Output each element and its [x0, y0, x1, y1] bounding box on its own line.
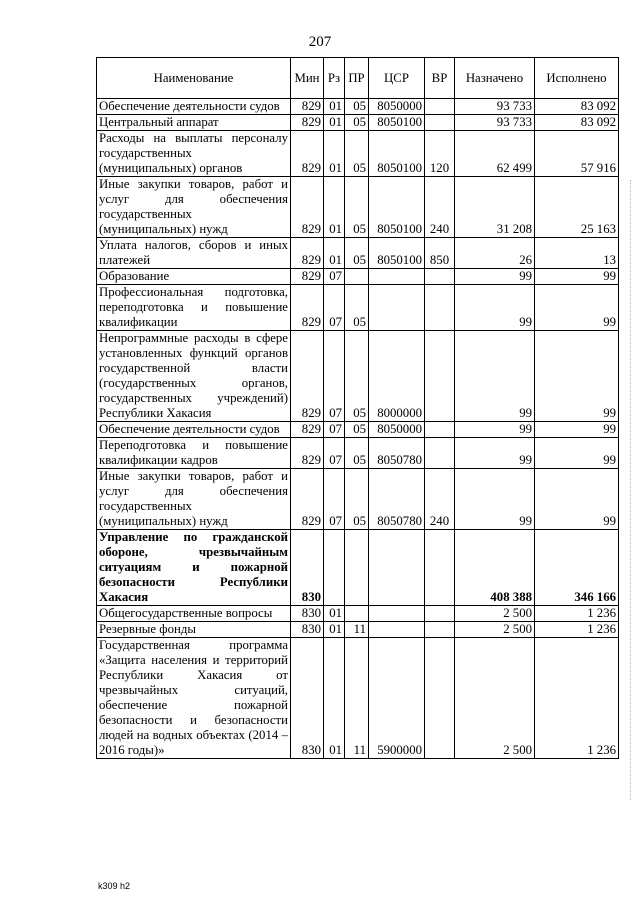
header-pr: ПР [345, 58, 369, 99]
cell-vr: 850 [425, 238, 455, 269]
cell-pr: 05 [345, 99, 369, 115]
cell-rz: 07 [324, 269, 345, 285]
cell-pr [345, 269, 369, 285]
cell-vr [425, 115, 455, 131]
cell-rz: 01 [324, 177, 345, 238]
table-row [97, 638, 619, 759]
cell-pr: 05 [345, 177, 369, 238]
cell-pr [345, 606, 369, 622]
cell-assigned: 2 500 [455, 606, 535, 622]
cell-rz: 07 [324, 469, 345, 530]
cell-pr: 05 [345, 422, 369, 438]
cell-assigned: 99 [455, 269, 535, 285]
cell-pr [345, 530, 369, 606]
cell-name: Государственная программа «Защита населения и территорий Республики Хакасия от чрезвычайных ситуаций, обеспечение пожарной безопасности и безопасности людей на водных объектах (2014 – 2016 годы)» [97, 638, 291, 759]
cell-name: Обеспечение деятельности судов [97, 99, 291, 115]
cell-executed: 99 [535, 438, 619, 469]
cell-executed: 99 [535, 285, 619, 331]
cell-name: Переподготовка и повышение квалификации кадров [97, 438, 291, 469]
cell-assigned: 93 733 [455, 115, 535, 131]
cell-min: 829 [291, 131, 324, 177]
cell-pr: 05 [345, 115, 369, 131]
cell-name: Общегосударственные вопросы [97, 606, 291, 622]
cell-vr [425, 438, 455, 469]
cell-name: Иные закупки товаров, работ и услуг для обеспечения государственных (муниципальных) нужд [97, 177, 291, 238]
cell-name: Образование [97, 269, 291, 285]
cell-min: 830 [291, 606, 324, 622]
cell-min: 830 [291, 530, 324, 606]
cell-executed: 99 [535, 269, 619, 285]
cell-min: 829 [291, 177, 324, 238]
table-row [97, 438, 619, 469]
table-row [97, 622, 619, 638]
cell-rz: 01 [324, 622, 345, 638]
table-row [97, 269, 619, 285]
cell-vr: 240 [425, 469, 455, 530]
cell-min: 829 [291, 331, 324, 422]
cell-pr: 05 [345, 285, 369, 331]
cell-assigned: 2 500 [455, 638, 535, 759]
budget-table [96, 57, 619, 759]
cell-assigned: 26 [455, 238, 535, 269]
cell-name: Резервные фонды [97, 622, 291, 638]
table-row [97, 177, 619, 238]
cell-csr: 5900000 [369, 638, 425, 759]
cell-pr: 05 [345, 438, 369, 469]
cell-assigned: 408 388 [455, 530, 535, 606]
cell-min: 829 [291, 469, 324, 530]
cell-rz: 01 [324, 99, 345, 115]
table-row [97, 331, 619, 422]
header-assigned: Назначено [455, 58, 535, 99]
cell-vr [425, 331, 455, 422]
cell-min: 829 [291, 422, 324, 438]
cell-name: Иные закупки товаров, работ и услуг для обеспечения государственных (муниципальных) нужд [97, 469, 291, 530]
table-row [97, 115, 619, 131]
table-row [97, 469, 619, 530]
cell-csr: 8050100 [369, 131, 425, 177]
cell-assigned: 62 499 [455, 131, 535, 177]
cell-rz [324, 530, 345, 606]
cell-executed: 1 236 [535, 606, 619, 622]
cell-csr: 8050100 [369, 177, 425, 238]
cell-executed: 57 916 [535, 131, 619, 177]
table-row [97, 285, 619, 331]
cell-name: Обеспечение деятельности судов [97, 422, 291, 438]
header-vr: ВР [425, 58, 455, 99]
page-number: 207 [308, 34, 332, 50]
cell-executed: 83 092 [535, 115, 619, 131]
cell-executed: 83 092 [535, 99, 619, 115]
cell-min: 829 [291, 238, 324, 269]
cell-csr: 8050100 [369, 238, 425, 269]
cell-csr [369, 622, 425, 638]
cell-vr [425, 99, 455, 115]
cell-assigned: 93 733 [455, 99, 535, 115]
cell-assigned: 2 500 [455, 622, 535, 638]
cell-assigned: 99 [455, 422, 535, 438]
cell-executed: 1 236 [535, 622, 619, 638]
cell-csr: 8050100 [369, 115, 425, 131]
cell-assigned: 31 208 [455, 177, 535, 238]
cell-name: Непрограммные расходы в сфере установленных функций органов государственной власти (государственных органов, государственных учреждений) Республики Хакасия [97, 331, 291, 422]
cell-name: Управление по гражданской обороне, чрезвычайным ситуациям и пожарной безопасности Республики Хакасия [97, 530, 291, 606]
cell-executed: 1 236 [535, 638, 619, 759]
cell-pr: 05 [345, 331, 369, 422]
cell-vr [425, 285, 455, 331]
scan-margin-marks [630, 180, 635, 800]
cell-vr [425, 606, 455, 622]
table-header-row [97, 58, 619, 99]
cell-csr: 8050000 [369, 422, 425, 438]
cell-pr: 11 [345, 622, 369, 638]
footer-code: k309 h2 [98, 881, 131, 891]
cell-executed: 13 [535, 238, 619, 269]
table-row [97, 422, 619, 438]
cell-min: 829 [291, 285, 324, 331]
table-row [97, 530, 619, 606]
cell-executed: 99 [535, 469, 619, 530]
cell-vr [425, 638, 455, 759]
cell-csr: 8050780 [369, 469, 425, 530]
table-row [97, 99, 619, 115]
cell-name: Центральный аппарат [97, 115, 291, 131]
cell-rz: 01 [324, 638, 345, 759]
cell-rz: 01 [324, 238, 345, 269]
cell-pr: 05 [345, 469, 369, 530]
table-row [97, 606, 619, 622]
cell-csr [369, 530, 425, 606]
header-csr: ЦСР [369, 58, 425, 99]
cell-executed: 25 163 [535, 177, 619, 238]
cell-pr: 11 [345, 638, 369, 759]
cell-assigned: 99 [455, 331, 535, 422]
cell-pr: 05 [345, 238, 369, 269]
cell-min: 830 [291, 622, 324, 638]
cell-vr [425, 530, 455, 606]
cell-vr [425, 269, 455, 285]
cell-vr: 120 [425, 131, 455, 177]
cell-rz: 01 [324, 131, 345, 177]
cell-csr: 8000000 [369, 331, 425, 422]
cell-vr [425, 422, 455, 438]
cell-name: Профессиональная подготовка, переподготовка и повышение квалификации [97, 285, 291, 331]
cell-vr [425, 622, 455, 638]
cell-csr: 8050000 [369, 99, 425, 115]
cell-rz: 07 [324, 331, 345, 422]
cell-min: 829 [291, 269, 324, 285]
cell-csr: 8050780 [369, 438, 425, 469]
table-row [97, 238, 619, 269]
cell-csr [369, 606, 425, 622]
cell-executed: 346 166 [535, 530, 619, 606]
cell-name: Расходы на выплаты персоналу государственных (муниципальных) органов [97, 131, 291, 177]
cell-csr [369, 285, 425, 331]
cell-min: 830 [291, 638, 324, 759]
cell-assigned: 99 [455, 285, 535, 331]
cell-vr: 240 [425, 177, 455, 238]
header-executed: Исполнено [535, 58, 619, 99]
cell-rz: 07 [324, 285, 345, 331]
cell-pr: 05 [345, 131, 369, 177]
table-row [97, 131, 619, 177]
cell-min: 829 [291, 99, 324, 115]
cell-min: 829 [291, 115, 324, 131]
cell-rz: 07 [324, 422, 345, 438]
cell-assigned: 99 [455, 469, 535, 530]
cell-csr [369, 269, 425, 285]
cell-executed: 99 [535, 331, 619, 422]
cell-rz: 01 [324, 606, 345, 622]
cell-assigned: 99 [455, 438, 535, 469]
header-min: Мин [291, 58, 324, 99]
cell-rz: 07 [324, 438, 345, 469]
cell-rz: 01 [324, 115, 345, 131]
cell-name: Уплата налогов, сборов и иных платежей [97, 238, 291, 269]
cell-min: 829 [291, 438, 324, 469]
header-rz: Рз [324, 58, 345, 99]
cell-executed: 99 [535, 422, 619, 438]
header-name: Наименование [97, 58, 291, 99]
